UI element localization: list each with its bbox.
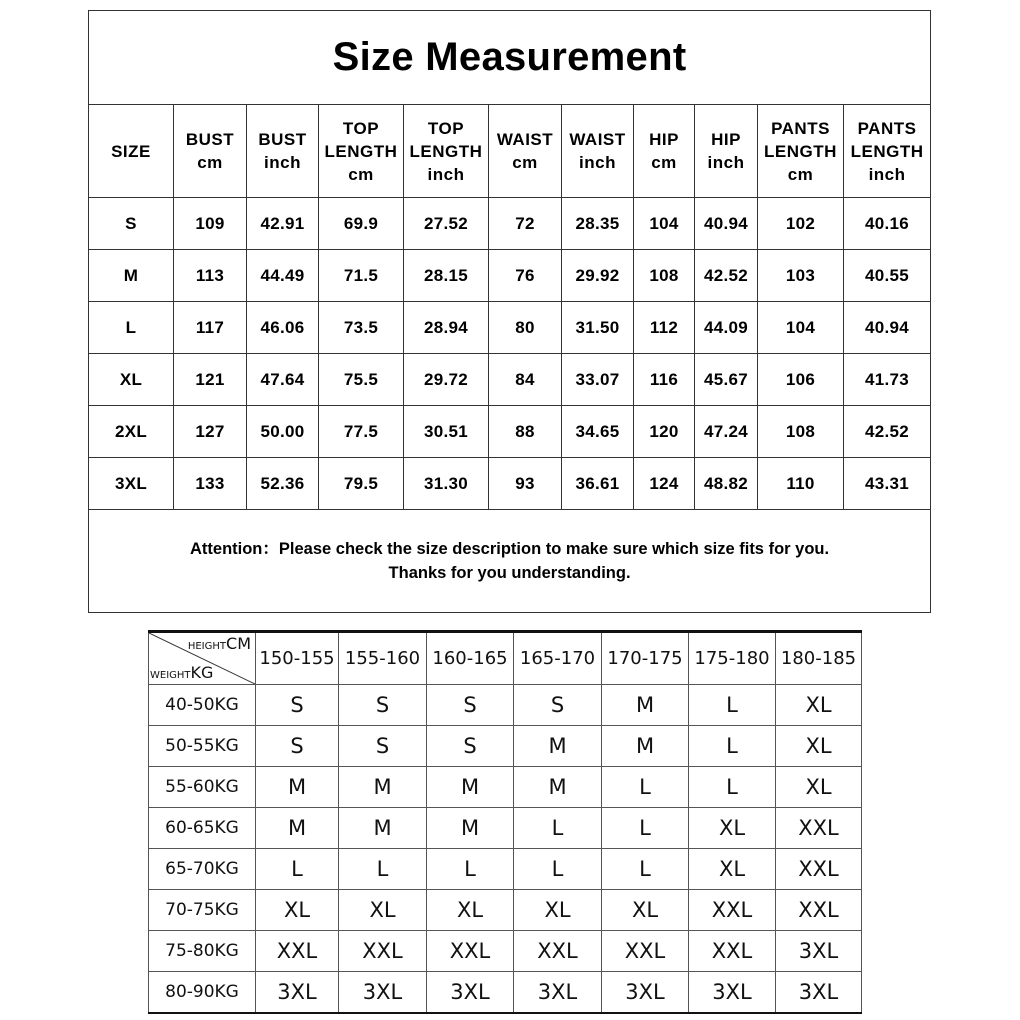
recommended-size-cell: XXL xyxy=(427,931,514,972)
recommended-size-cell: XL xyxy=(776,685,862,726)
recommended-size-cell: M xyxy=(256,767,339,808)
recommended-size-cell: XL xyxy=(689,849,776,890)
recommended-size-cell: L xyxy=(602,767,689,808)
height-weight-fit-table xyxy=(148,630,862,1014)
recommended-size-cell: 3XL xyxy=(689,972,776,1014)
size-chart-row xyxy=(89,354,931,406)
measurement-cell: 40.16 xyxy=(844,198,931,250)
measurement-cell: 116 xyxy=(634,354,695,406)
recommended-size-cell: L xyxy=(689,685,776,726)
recommended-size-cell: XXL xyxy=(514,931,602,972)
size-chart-header-cell xyxy=(489,105,562,198)
measurement-cell: 42.52 xyxy=(844,406,931,458)
size-chart-header-text: LENGTH xyxy=(850,141,924,161)
size-chart-row xyxy=(89,198,931,250)
measurement-cell: 88 xyxy=(489,406,562,458)
size-chart-header-text: PANTS xyxy=(857,118,917,138)
recommended-size-cell: L xyxy=(514,849,602,890)
size-chart-header-text: cm xyxy=(651,153,677,172)
recommended-size-cell: XL xyxy=(602,890,689,931)
size-chart-header-text: SIZE xyxy=(111,141,151,161)
measurement-cell: 40.55 xyxy=(844,250,931,302)
measurement-cell: 31.50 xyxy=(562,302,634,354)
height-range-header: 175-180 xyxy=(689,632,776,685)
recommended-size-cell: XL xyxy=(427,890,514,931)
measurement-cell: 46.06 xyxy=(247,302,319,354)
weight-unit: KG xyxy=(190,663,214,682)
measurement-cell: 76 xyxy=(489,250,562,302)
height-range-header: 165-170 xyxy=(514,632,602,685)
fit-chart-row xyxy=(149,767,862,808)
recommended-size-cell: XL xyxy=(339,890,427,931)
height-range-header: 180-185 xyxy=(776,632,862,685)
recommended-size-cell: L xyxy=(514,808,602,849)
measurement-cell: 104 xyxy=(634,198,695,250)
height-range-header: 160-165 xyxy=(427,632,514,685)
size-chart-header-text: LENGTH xyxy=(409,141,483,161)
measurement-cell: 43.31 xyxy=(844,458,931,510)
fit-chart-row xyxy=(149,685,862,726)
size-chart-header-text: cm xyxy=(348,164,374,184)
recommended-size-cell: S xyxy=(514,685,602,726)
size-label-cell: 2XL xyxy=(89,406,174,458)
recommended-size-cell: XXL xyxy=(776,808,862,849)
size-chart-row xyxy=(89,406,931,458)
recommended-size-cell: 3XL xyxy=(339,972,427,1014)
recommended-size-cell: S xyxy=(256,685,339,726)
measurement-cell: 42.91 xyxy=(247,198,319,250)
size-chart-header-cell xyxy=(844,105,931,198)
recommended-size-cell: 3XL xyxy=(776,931,862,972)
size-chart-header-text: TOP xyxy=(427,118,465,138)
size-measurement-table xyxy=(88,10,931,613)
measurement-cell: 42.52 xyxy=(695,250,758,302)
fit-chart-row xyxy=(149,931,862,972)
measurement-cell: 93 xyxy=(489,458,562,510)
recommended-size-cell: L xyxy=(689,726,776,767)
measurement-cell: 113 xyxy=(174,250,247,302)
size-chart-header-cell xyxy=(758,105,844,198)
recommended-size-cell: XL xyxy=(776,767,862,808)
recommended-size-cell: S xyxy=(339,726,427,767)
measurement-cell: 110 xyxy=(758,458,844,510)
recommended-size-cell: M xyxy=(514,726,602,767)
height-range-header: 150-155 xyxy=(256,632,339,685)
recommended-size-cell: L xyxy=(602,808,689,849)
size-chart-header-text: inch xyxy=(707,153,745,172)
weight-range-cell: 60-65KG xyxy=(149,808,256,849)
size-chart-title: Size Measurement xyxy=(89,11,931,105)
measurement-cell: 112 xyxy=(634,302,695,354)
size-chart-header-cell xyxy=(89,105,174,198)
measurement-cell: 29.72 xyxy=(404,354,489,406)
weight-range-cell: 80-90KG xyxy=(149,972,256,1014)
measurement-cell: 44.49 xyxy=(247,250,319,302)
recommended-size-cell: XL xyxy=(689,808,776,849)
size-chart-row xyxy=(89,458,931,510)
measurement-cell: 84 xyxy=(489,354,562,406)
recommended-size-cell: S xyxy=(256,726,339,767)
measurement-cell: 124 xyxy=(634,458,695,510)
weight-range-cell: 50-55KG xyxy=(149,726,256,767)
height-weight-corner-cell xyxy=(149,632,256,685)
measurement-cell: 106 xyxy=(758,354,844,406)
size-chart-header-text: cm xyxy=(197,153,223,172)
recommended-size-cell: XXL xyxy=(776,849,862,890)
recommended-size-cell: L xyxy=(256,849,339,890)
recommended-size-cell: M xyxy=(602,726,689,767)
measurement-cell: 71.5 xyxy=(319,250,404,302)
size-chart-header-text: LENGTH xyxy=(324,141,398,161)
recommended-size-cell: M xyxy=(602,685,689,726)
weight-range-cell: 65-70KG xyxy=(149,849,256,890)
measurement-cell: 40.94 xyxy=(844,302,931,354)
measurement-cell: 30.51 xyxy=(404,406,489,458)
measurement-cell: 72 xyxy=(489,198,562,250)
recommended-size-cell: M xyxy=(339,808,427,849)
recommended-size-cell: XXL xyxy=(689,890,776,931)
fit-chart-row xyxy=(149,972,862,1014)
measurement-cell: 50.00 xyxy=(247,406,319,458)
size-label-cell: XL xyxy=(89,354,174,406)
size-chart-header-cell xyxy=(247,105,319,198)
size-chart-header-text: HIP xyxy=(711,130,741,149)
measurement-cell: 29.92 xyxy=(562,250,634,302)
recommended-size-cell: S xyxy=(427,685,514,726)
measurement-cell: 117 xyxy=(174,302,247,354)
fit-chart-header-row xyxy=(149,632,862,685)
recommended-size-cell: XXL xyxy=(339,931,427,972)
measurement-cell: 52.36 xyxy=(247,458,319,510)
height-label: HEIGHT xyxy=(187,641,227,652)
measurement-cell: 104 xyxy=(758,302,844,354)
recommended-size-cell: 3XL xyxy=(602,972,689,1014)
size-chart-header-cell xyxy=(404,105,489,198)
measurement-cell: 48.82 xyxy=(695,458,758,510)
recommended-size-cell: XXL xyxy=(776,890,862,931)
measurement-cell: 75.5 xyxy=(319,354,404,406)
recommended-size-cell: XXL xyxy=(602,931,689,972)
measurement-cell: 69.9 xyxy=(319,198,404,250)
measurement-cell: 102 xyxy=(758,198,844,250)
size-chart-header-cell xyxy=(562,105,634,198)
size-chart-header-text: HIP xyxy=(649,130,679,149)
fit-chart-row xyxy=(149,890,862,931)
recommended-size-cell: XL xyxy=(776,726,862,767)
size-chart-row xyxy=(89,302,931,354)
measurement-cell: 47.24 xyxy=(695,406,758,458)
size-chart-header-text: inch xyxy=(579,153,616,172)
recommended-size-cell: L xyxy=(689,767,776,808)
recommended-size-cell: 3XL xyxy=(776,972,862,1014)
size-label-cell: L xyxy=(89,302,174,354)
recommended-size-cell: L xyxy=(427,849,514,890)
size-chart-header-text: BUST xyxy=(258,130,307,149)
recommended-size-cell: S xyxy=(339,685,427,726)
recommended-size-cell: M xyxy=(427,808,514,849)
weight-range-cell: 55-60KG xyxy=(149,767,256,808)
weight-range-cell: 70-75KG xyxy=(149,890,256,931)
fit-chart-row xyxy=(149,808,862,849)
measurement-cell: 44.09 xyxy=(695,302,758,354)
recommended-size-cell: L xyxy=(339,849,427,890)
size-chart-note-row xyxy=(89,510,931,613)
recommended-size-cell: 3XL xyxy=(427,972,514,1014)
size-chart-header-row xyxy=(89,105,931,198)
recommended-size-cell: XXL xyxy=(256,931,339,972)
recommended-size-cell: XL xyxy=(256,890,339,931)
size-chart-header-text: WAIST xyxy=(496,130,554,149)
recommended-size-cell: S xyxy=(427,726,514,767)
attention-note-line-1: Attention：Please check the size description to make sure which size fits for you. xyxy=(189,540,830,558)
size-chart-header-text: BUST xyxy=(185,130,235,149)
size-chart-header-text: WAIST xyxy=(569,130,626,149)
measurement-cell: 33.07 xyxy=(562,354,634,406)
measurement-cell: 133 xyxy=(174,458,247,510)
measurement-cell: 109 xyxy=(174,198,247,250)
measurement-cell: 36.61 xyxy=(562,458,634,510)
attention-note-line-2: Thanks for you understanding. xyxy=(388,564,631,582)
measurement-cell: 120 xyxy=(634,406,695,458)
measurement-cell: 73.5 xyxy=(319,302,404,354)
measurement-cell: 28.35 xyxy=(562,198,634,250)
recommended-size-cell: 3XL xyxy=(256,972,339,1014)
measurement-cell: 27.52 xyxy=(404,198,489,250)
size-chart-header-cell xyxy=(695,105,758,198)
recommended-size-cell: XXL xyxy=(689,931,776,972)
size-label-cell: 3XL xyxy=(89,458,174,510)
attention-note xyxy=(89,510,931,613)
measurement-cell: 121 xyxy=(174,354,247,406)
height-range-header: 155-160 xyxy=(339,632,427,685)
measurement-cell: 31.30 xyxy=(404,458,489,510)
size-chart-row xyxy=(89,250,931,302)
measurement-cell: 77.5 xyxy=(319,406,404,458)
size-chart-header-text: cm xyxy=(512,153,538,172)
recommended-size-cell: M xyxy=(514,767,602,808)
size-chart-header-text: cm xyxy=(787,164,814,184)
size-chart-header-text: LENGTH xyxy=(764,141,837,161)
height-unit: CM xyxy=(226,634,251,653)
size-chart-header-text: inch xyxy=(868,164,906,184)
recommended-size-cell: L xyxy=(602,849,689,890)
size-chart-header-text: TOP xyxy=(342,118,380,138)
size-chart-header-text: PANTS xyxy=(771,118,830,138)
measurement-cell: 28.15 xyxy=(404,250,489,302)
recommended-size-cell: XL xyxy=(514,890,602,931)
weight-range-cell: 75-80KG xyxy=(149,931,256,972)
size-chart-header-cell xyxy=(634,105,695,198)
recommended-size-cell: M xyxy=(339,767,427,808)
measurement-cell: 40.94 xyxy=(695,198,758,250)
measurement-cell: 108 xyxy=(634,250,695,302)
measurement-cell: 41.73 xyxy=(844,354,931,406)
measurement-cell: 47.64 xyxy=(247,354,319,406)
measurement-cell: 108 xyxy=(758,406,844,458)
weight-range-cell: 40-50KG xyxy=(149,685,256,726)
height-range-header: 170-175 xyxy=(602,632,689,685)
fit-chart-row xyxy=(149,849,862,890)
size-chart-header-cell xyxy=(174,105,247,198)
size-chart-header-cell xyxy=(319,105,404,198)
measurement-cell: 80 xyxy=(489,302,562,354)
measurement-cell: 34.65 xyxy=(562,406,634,458)
measurement-cell: 79.5 xyxy=(319,458,404,510)
size-chart-header-text: inch xyxy=(427,164,465,184)
measurement-cell: 103 xyxy=(758,250,844,302)
measurement-cell: 28.94 xyxy=(404,302,489,354)
size-label-cell: S xyxy=(89,198,174,250)
recommended-size-cell: M xyxy=(427,767,514,808)
recommended-size-cell: M xyxy=(256,808,339,849)
measurement-cell: 45.67 xyxy=(695,354,758,406)
size-chart-header-text: inch xyxy=(264,153,301,172)
fit-chart-row xyxy=(149,726,862,767)
recommended-size-cell: 3XL xyxy=(514,972,602,1014)
weight-label: WEIGHT xyxy=(150,670,191,681)
measurement-cell: 127 xyxy=(174,406,247,458)
size-label-cell: M xyxy=(89,250,174,302)
